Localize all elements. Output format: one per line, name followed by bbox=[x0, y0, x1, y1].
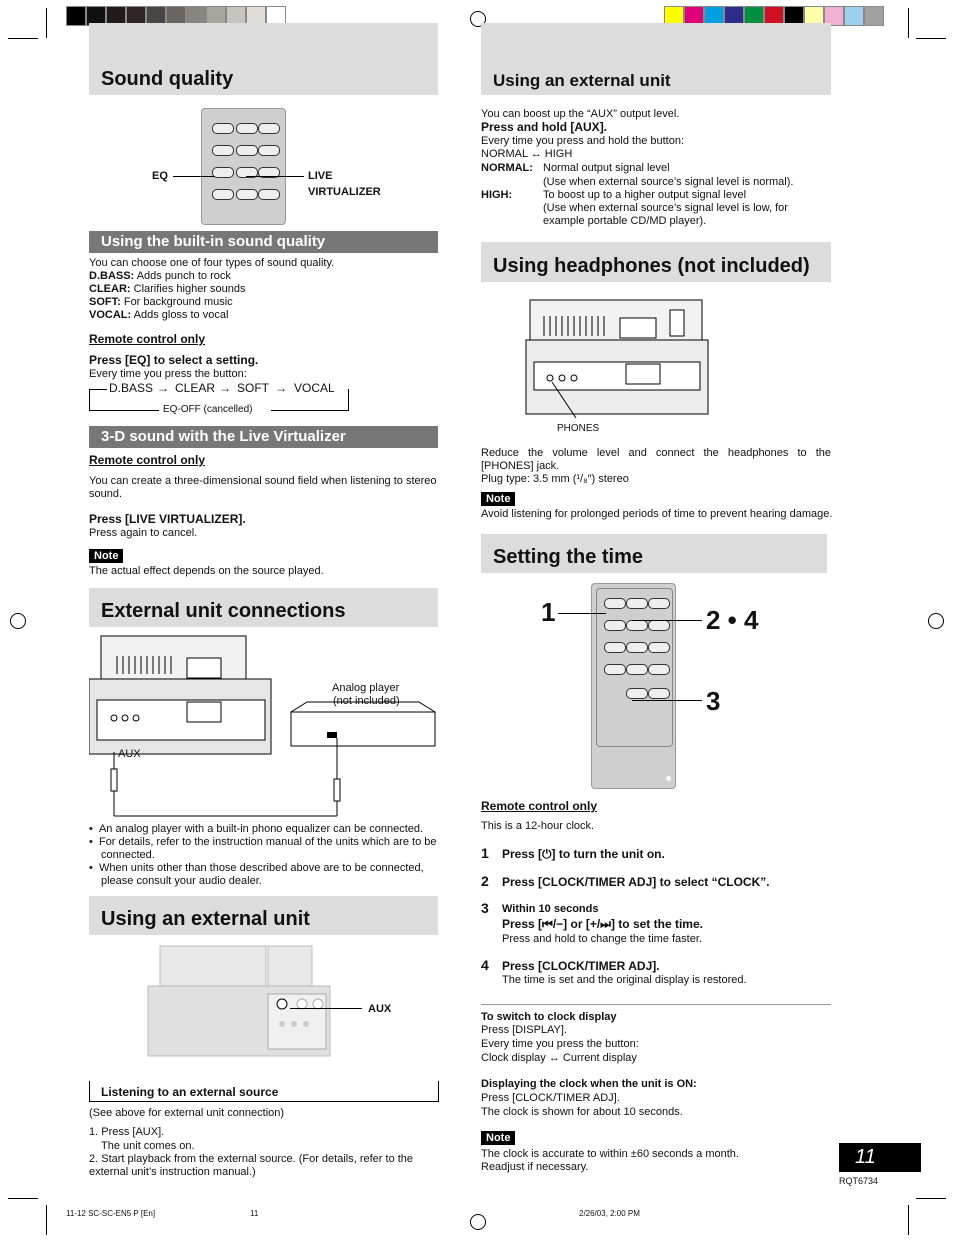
callout-1: 1 bbox=[541, 597, 556, 627]
callout-2-4-leader bbox=[632, 620, 702, 621]
sound-quality-title: Sound quality bbox=[101, 68, 234, 90]
high-key: HIGH: bbox=[481, 189, 513, 201]
eq-label: EQ bbox=[152, 170, 168, 182]
normal-note: (Use when external source’s signal level is normal). bbox=[543, 176, 794, 188]
crop-mark bbox=[916, 1198, 946, 1199]
switch-line-3: Clock display ↔ Current display bbox=[481, 1052, 637, 1064]
remote-illustration bbox=[201, 108, 286, 225]
not-included-label: (not included) bbox=[333, 695, 400, 707]
step-1-text: Press [⏻] to turn the unit on. bbox=[502, 847, 665, 861]
sound-quality-header bbox=[89, 23, 438, 95]
divider bbox=[481, 1004, 831, 1005]
step-3-pre: Within 10 seconds bbox=[502, 903, 599, 915]
setting-time-title: Setting the time bbox=[493, 546, 644, 568]
display-clock-line-1: Press [CLOCK/TIMER ADJ]. bbox=[481, 1092, 620, 1104]
color-swatch bbox=[66, 6, 86, 26]
registration-mark bbox=[10, 613, 26, 629]
color-swatch bbox=[864, 6, 884, 26]
external-connections-header bbox=[89, 588, 438, 627]
note-text: The actual effect depends on the source played. bbox=[89, 565, 324, 577]
unit-front-illustration bbox=[146, 944, 332, 1058]
time-note-line-1: The clock is accurate to within ±60 seconds a month. bbox=[481, 1148, 739, 1160]
footer-file: 11-12 SC-SC-EN5 P [En] bbox=[66, 1209, 156, 1218]
eq-cycle-diagram: D.BASS → CLEAR → SOFT → VOCAL EQ-OFF (cancelled) bbox=[89, 381, 349, 413]
cycle-clear: CLEAR bbox=[175, 381, 216, 395]
callout-2-4: 2 • 4 bbox=[706, 605, 759, 635]
cycle-soft: SOFT bbox=[237, 381, 269, 395]
press-eq-instruction: Press [EQ] to select a setting. bbox=[89, 353, 259, 367]
aux-jack-label: AUX bbox=[118, 748, 141, 760]
crop-mark bbox=[46, 8, 47, 38]
crop-mark bbox=[8, 1198, 38, 1199]
listening-title: Listening to an external source bbox=[101, 1085, 279, 1099]
builtin-sound-subheader bbox=[89, 231, 438, 253]
clock-info: This is a 12-hour clock. bbox=[481, 820, 595, 832]
callout-1-leader bbox=[558, 613, 606, 614]
footer-date: 2/26/03, 2:00 PM bbox=[579, 1209, 640, 1218]
note-badge: Note bbox=[89, 549, 123, 563]
step-4-text: Press [CLOCK/TIMER ADJ]. bbox=[502, 959, 660, 973]
boost-text: You can boost up the “AUX” output level. bbox=[481, 108, 680, 120]
callout-3: 3 bbox=[706, 686, 721, 716]
virtualizer-label: VIRTUALIZER bbox=[308, 186, 381, 198]
setting-time-header bbox=[481, 534, 827, 573]
using-external-right-header bbox=[481, 23, 831, 95]
display-clock-line-2: The clock is shown for about 10 seconds. bbox=[481, 1106, 683, 1118]
step-number-2: 2 bbox=[481, 873, 489, 889]
live-leader bbox=[246, 176, 304, 177]
headphones-note-text: Avoid listening for prolonged periods of time to prevent hearing damage. bbox=[481, 508, 833, 520]
time-note-line-2: Readjust if necessary. bbox=[481, 1161, 589, 1173]
see-above-text: (See above for external unit connection) bbox=[89, 1107, 285, 1119]
every-time-text: Every time you press the button: bbox=[89, 368, 247, 380]
headphones-text: Reduce the volume level and connect the headphones to the [PHONES] jack. bbox=[481, 447, 831, 472]
step1-result: The unit comes on. bbox=[101, 1140, 195, 1152]
press-live-instruction: Press [LIVE VIRTUALIZER]. bbox=[89, 512, 246, 526]
step-number-4: 4 bbox=[481, 957, 489, 973]
list-item: • For details, refer to the instruction manual of the units which are to be connected. bbox=[89, 836, 437, 861]
time-note-badge: Note bbox=[481, 1131, 515, 1145]
using-external-header bbox=[89, 896, 438, 935]
step-3-text: Press [⏮/−] or [+/⏭] to set the time. bbox=[502, 917, 703, 931]
eq-leader bbox=[173, 176, 215, 177]
threed-title: 3-D sound with the Live Virtualizer bbox=[101, 428, 346, 445]
high-note: (Use when external source’s signal level is low, for example portable CD/MD player). bbox=[543, 202, 788, 227]
model-code: RQT6734 bbox=[839, 1176, 879, 1186]
analog-player-label: Analog player bbox=[332, 682, 400, 694]
step-4-sub: The time is set and the original display is restored. bbox=[502, 974, 747, 986]
normal-key: NORMAL: bbox=[481, 162, 533, 174]
plug-type: Plug type: 3.5 mm (¹/₈″) stereo bbox=[481, 473, 629, 485]
aux-toggle: NORMAL ↔ HIGH bbox=[481, 148, 573, 160]
crop-mark bbox=[908, 8, 909, 38]
aux-every-time: Every time you press and hold the button: bbox=[481, 135, 685, 147]
step-3-sub: Press and hold to change the time faster. bbox=[502, 933, 702, 945]
press-again-text: Press again to cancel. bbox=[89, 527, 198, 539]
callout-3-leader bbox=[632, 700, 702, 701]
switch-line-2: Every time you press the button: bbox=[481, 1038, 639, 1050]
display-clock-title: Displaying the clock when the unit is ON: bbox=[481, 1078, 697, 1090]
crop-mark bbox=[8, 38, 38, 39]
headphones-title: Using headphones (not included) bbox=[493, 255, 810, 277]
normal-desc: Normal output signal level bbox=[543, 162, 670, 174]
page-number-box bbox=[839, 1143, 921, 1172]
registration-mark bbox=[470, 1214, 486, 1230]
threed-remote-only: Remote control only bbox=[89, 453, 206, 467]
builtin-sound-title: Using the built-in sound quality bbox=[101, 233, 326, 250]
color-swatch bbox=[844, 6, 864, 26]
using-external-title: Using an external unit bbox=[101, 908, 310, 930]
list-item: • When units other than those described above are to be connected, please consult your audio dealer. bbox=[89, 862, 424, 887]
cycle-vocal: VOCAL bbox=[294, 381, 335, 395]
headphones-illustration bbox=[524, 296, 710, 418]
crop-mark bbox=[908, 1205, 909, 1235]
crop-mark bbox=[916, 38, 946, 39]
phones-label: PHONES bbox=[557, 423, 600, 434]
headphones-note-badge: Note bbox=[481, 492, 515, 506]
aux-leader bbox=[290, 1008, 362, 1009]
step-number-3: 3 bbox=[481, 900, 489, 916]
page-number: 11 bbox=[855, 1146, 876, 1168]
external-connections-title: External unit connections bbox=[101, 600, 346, 622]
switch-line-1: Press [DISPLAY]. bbox=[481, 1024, 567, 1036]
press-hold-aux: Press and hold [AUX]. bbox=[481, 120, 608, 134]
connection-notes bbox=[89, 823, 438, 888]
crop-mark bbox=[46, 1205, 47, 1235]
step1-text: 1. Press [AUX]. bbox=[89, 1126, 165, 1138]
step2-text: 2. Start playback from the external source. (For details, refer to the external unit’s instruction manual.) bbox=[89, 1153, 414, 1178]
registration-mark bbox=[928, 613, 944, 629]
remote-only-label: Remote control only bbox=[89, 332, 206, 346]
using-external-right-title: Using an external unit bbox=[493, 71, 671, 90]
high-desc: To boost up to a higher output signal level bbox=[543, 189, 747, 201]
builtin-intro: You can choose one of four types of sound quality. bbox=[89, 257, 335, 269]
headphones-header bbox=[481, 242, 831, 282]
aux-button-label: AUX bbox=[368, 1003, 392, 1015]
eq-mode-list: D.BASS: Adds punch to rock CLEAR: Clarifies higher sounds SOFT: For background music VOCAL: Adds gloss to vocal bbox=[89, 270, 246, 321]
cycle-eq-off: EQ-OFF (cancelled) bbox=[163, 404, 253, 415]
live-label: LIVE bbox=[308, 170, 333, 182]
time-remote-only: Remote control only bbox=[481, 799, 598, 813]
switch-title: To switch to clock display bbox=[481, 1011, 617, 1023]
threed-text: You can create a three-dimensional sound field when listening to stereo sound. bbox=[89, 475, 437, 500]
step-number-1: 1 bbox=[481, 845, 489, 861]
step-2-text: Press [CLOCK/TIMER ADJ] to select “CLOCK”. bbox=[502, 875, 770, 889]
threed-subheader bbox=[89, 426, 438, 448]
footer-page: 11 bbox=[250, 1209, 259, 1218]
connection-diagram bbox=[89, 634, 439, 824]
list-item: • An analog player with a built-in phono equalizer can be connected. bbox=[89, 823, 424, 835]
cycle-dbass: D.BASS bbox=[109, 381, 154, 395]
